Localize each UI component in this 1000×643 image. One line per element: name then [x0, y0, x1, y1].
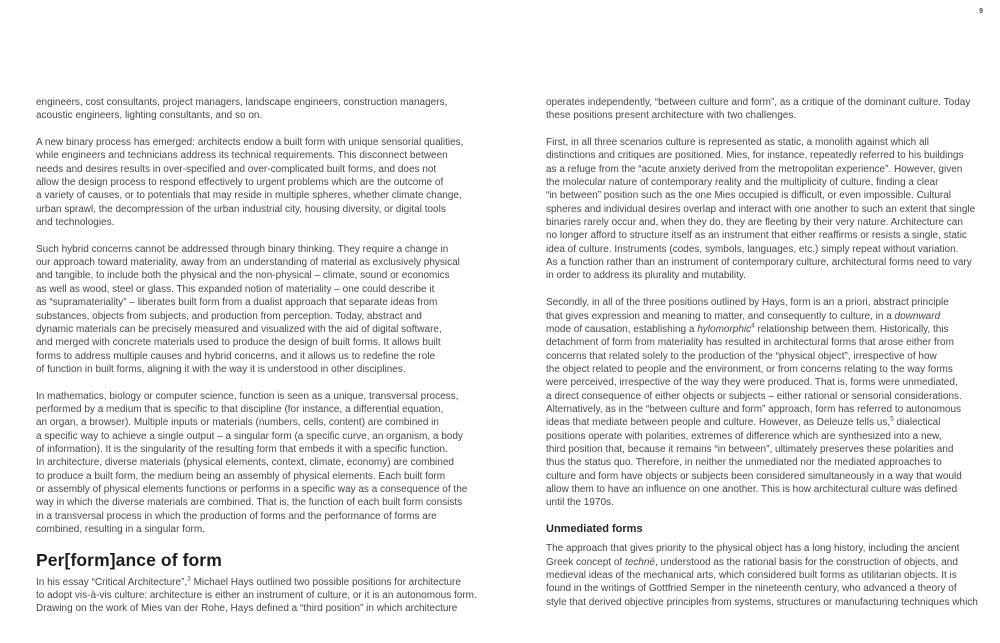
text-line: Alternatively, as in the “between culture and form” approach, form has referred to autonomous [546, 403, 962, 415]
text-line: Drawing on the work of Mies van der Rohe, Hays defined a “third position” in which architecture [36, 603, 458, 615]
paragraph [546, 542, 1000, 609]
text-line: performed by a medium that is specific to that discipline (for instance, a differential equation, [36, 403, 444, 415]
text-line: medieval ideas of the mechanical arts, which considered built forms as utilitarian objects. It is [546, 570, 957, 582]
text-line: mode of causation, establishing a hylomorphic$^4$ relationship between them. Historically, this [546, 322, 949, 335]
text-line: and tangible, to include both the physical and the non-physical – climate, sound or economics [36, 270, 450, 282]
text-line: a variety of causes, or to potentials that may reside in multiple spheres, whether climate change, [36, 190, 462, 202]
text-line: while engineers and technicians address its technical requirements. This disconnect between [36, 150, 448, 162]
text-line: spheres and individual desires overlap and interact with one another to such an extent that single [546, 203, 976, 215]
text-line: as “supramateriality” – liberates built form from a dualist approach that separate ideas from [36, 297, 438, 309]
text-line: to adopt vis-à-vis culture: architecture is either an instrument of culture, or it is an autonomous form. [36, 590, 477, 602]
text-line: engineers, cost consultants, project managers, landscape engineers, construction managers, [36, 97, 448, 108]
text-line: substances, objects from subjects, and production from perception. Today, abstract and [36, 310, 422, 322]
text-line: were perceived, irrespective of the way they were produced. That is, forms were unmediated, [546, 377, 958, 389]
text-line: In architecture, diverse materials (physical elements, context, climate, economy) are combined [36, 457, 454, 469]
text-line: a specific way to achieve a single output – a singular form (a specific curve, an organism, a body [36, 430, 463, 442]
text-line: In his essay “Critical Architecture”,$^3$ Michael Hays outlined two possible positions for architecture [36, 575, 461, 588]
section-heading: Per[form]ance of form [36, 549, 222, 570]
paragraph [36, 243, 506, 376]
text-line: idea of culture. Instruments (codes, symbols, languages, etc.) simply repeat without variation. [546, 243, 959, 255]
text-line: or assembly of physical elements functions or performs in a specific way as a consequence of the [36, 483, 468, 495]
text-line: operates independently, “between culture and form”, as a critique of the dominant culture. Today [546, 97, 971, 108]
text-line: and technologies. [36, 217, 115, 229]
text-line: positions operate with polarities, extremes of difference which are synthesized into a new, [546, 430, 942, 442]
text-line: binaries rarely occur and, when they do, they are fleeting by their very nature. Architecture can [546, 217, 963, 229]
text-line: forms to address multiple causes and hybrid concerns, and it allows us to redefine the role [36, 350, 436, 362]
paragraph [546, 96, 1000, 123]
text-line: Such hybrid concerns cannot be addressed through binary thinking. They require a change in [36, 243, 449, 255]
text-line: as a refuge from the “acute anxiety derived from the metropolitan experience”. However, given [546, 163, 963, 175]
text-line: third position that, because it remains “in between”, ultimately preserves these polarities and [546, 443, 954, 455]
right-text-column [546, 96, 1000, 622]
text-line: urban sprawl, the decompression of the urban industrial city, housing diversity, or digital tools [36, 203, 446, 215]
text-line: way in which the diverse materials are combined. That is, the function of each built form consists [36, 497, 463, 509]
text-line: the object related to people and the environment, or from concerns relating to the way forms [546, 363, 953, 375]
text-line: In mathematics, biology or computer science, function is seen as a unique, transversal process, [36, 390, 459, 402]
text-line: dynamic materials can be precisely measured and visualized with the aid of digital software, [36, 323, 442, 335]
text-line: allow them to have an influence on one another. This is how architectural culture was defined [546, 483, 958, 495]
text-line: in a transversal process in which the production of forms and the performance of forms are [36, 510, 437, 522]
text-line: found in the writings of Gottfried Semper in the nineteenth century, who advanced a theory of [546, 583, 957, 595]
text-line: detachment of form from materiality has resulted in architectural forms that arose either from [546, 337, 954, 349]
text-line: our approach toward materiality, away from an understanding of material as exclusively physical [36, 257, 460, 269]
text-line: an organ, a browser). Multiple inputs or materials (numbers, cells, content) are combined in [36, 417, 439, 429]
text-line: needs and desires results in over-specified and over-complicated built forms, and does not [36, 163, 437, 175]
text-line: combined, resulting in a singular form. [36, 524, 205, 535]
text-line: these positions present architecture with two challenges. [546, 110, 797, 122]
text-line: as well as wood, steel or glass. This expanded notion of materiality – one could describe it [36, 283, 435, 295]
text-line: concerns that related solely to the production of the “physical object”, irrespective of how [546, 350, 937, 362]
paragraph [36, 136, 506, 229]
text-line: of function in built forms, aligning it with the way it is understood in other disciplines. [36, 363, 406, 375]
paragraph [36, 96, 506, 123]
text-line: and merged with concrete materials used to produce the design of built forms. It allows built [36, 337, 441, 349]
page-number: 9 [979, 8, 983, 15]
text-line: allow the design process to respond effectively to urgent problems which are the outcome of [36, 177, 444, 189]
text-line: First, in all three scenarios culture is represented as static, a monolith against which all [546, 137, 929, 149]
text-line: in order to address its plurality and mutability. [546, 270, 746, 282]
text-line: that gives expression and meaning to matter, and consequently to culture, in a downward [546, 310, 941, 322]
text-line: A new binary process has emerged: architects endow a built form with unique sensorial qualities, [36, 137, 464, 149]
paragraph [36, 576, 506, 616]
text-line: ideas that mediate between people and culture. However, as Deleuze tells us,$^5$ dialectical [546, 415, 941, 429]
text-line: The approach that gives priority to the physical object has a long history, including the ancient [546, 543, 960, 555]
text-line: to produce a built form, the medium being an assembly of physical elements. Each built form [36, 470, 446, 482]
text-line: distinctions and critiques are positioned. Mies, for instance, repeatedly referred to his buildings [546, 150, 964, 162]
text-line: acoustic engineers, lighting consultants, and so on. [36, 110, 263, 122]
left-text-column [36, 96, 506, 629]
paragraph [36, 390, 506, 537]
text-line: culture and form have objects or subjects been considered simultaneously in a way that would [546, 470, 962, 482]
text-line: no longer afford to structure itself as an instrument that either reaffirms or resists a single, static [546, 230, 967, 242]
text-line: until the 1970s. [546, 497, 614, 509]
paragraph [546, 136, 1000, 283]
text-line: Secondly, in all of the three positions outlined by Hays, form is an a priori, abstract principle [546, 297, 949, 309]
text-line: a direct consequence of either objects or subjects – either rational or sensorial considerations. [546, 390, 962, 402]
text-line: the molecular nature of contemporary reality and the multiplicity of culture, finding a clear [546, 177, 939, 189]
text-line: “in between” position such as the one Mies occupied is difficult, or even impossible. Cultural [546, 190, 952, 202]
text-line: thus the status quo. Therefore, in neither the unmediated nor the mediated approaches to [546, 457, 942, 469]
text-line: As a function rather than an instrument of contemporary culture, architectural forms need to vary [546, 257, 972, 269]
text-line: of information). It is the singularity of the resulting form that embeds it with a specific function. [36, 443, 448, 455]
text-line: style that derived objective principles from systems, structures or manufacturing techniques which [546, 596, 978, 608]
text-line: Greek concept of techné, understood as the rational basis for the construction of objects, and [546, 556, 958, 568]
sub-heading: Unmediated forms [546, 523, 643, 535]
paragraph [546, 296, 1000, 510]
